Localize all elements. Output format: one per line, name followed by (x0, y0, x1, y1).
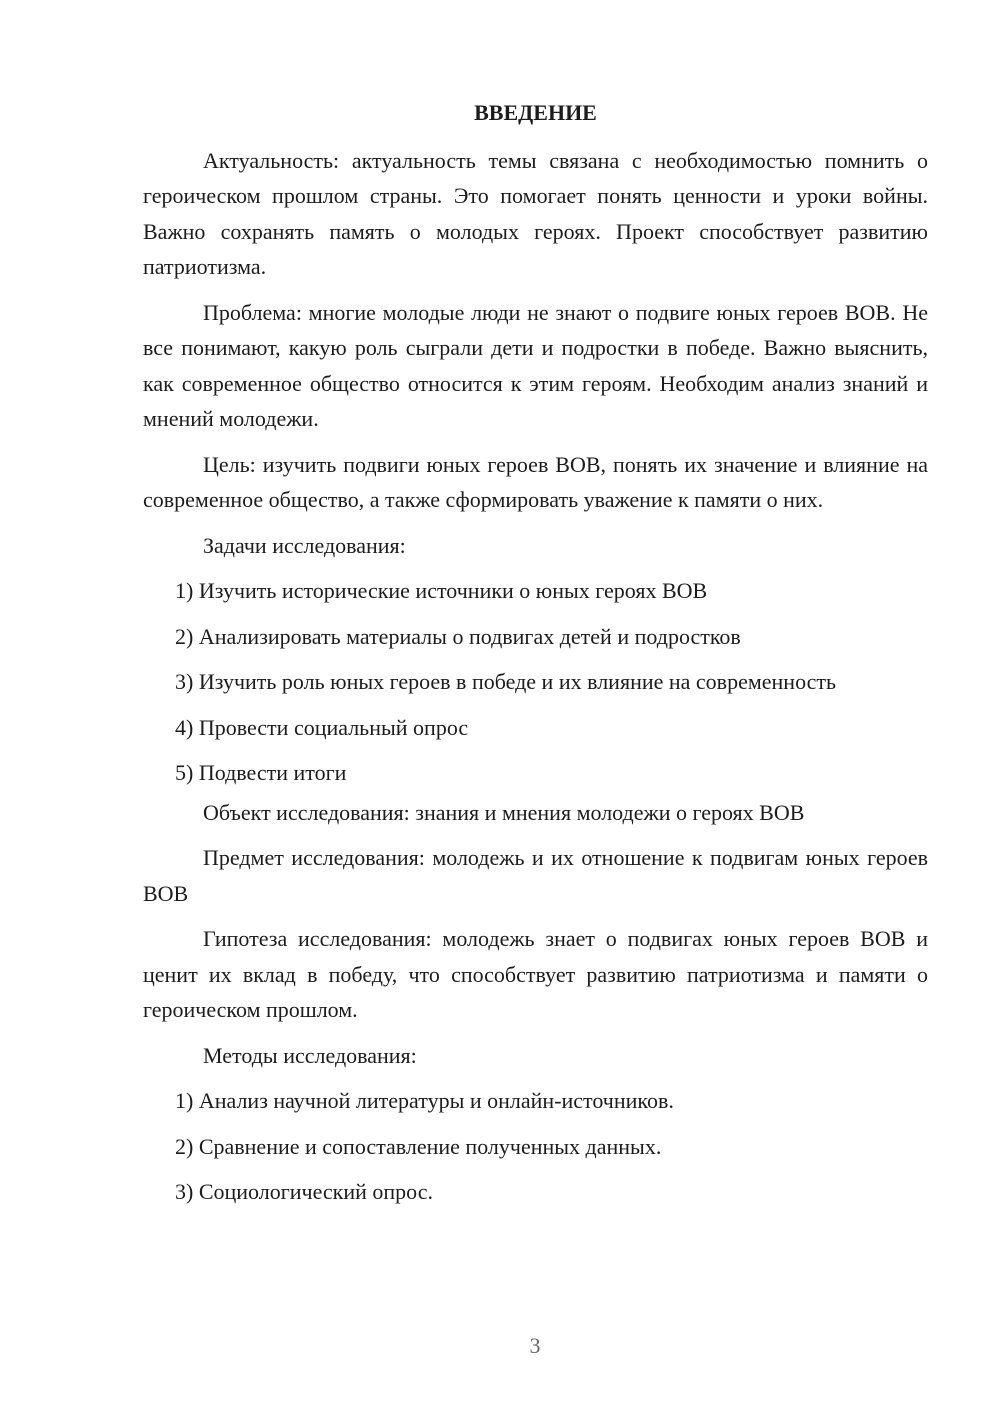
problem-paragraph: Проблема: многие молодые люди не знают о подвиге юных героев ВОВ. Не все понимают, какую роль сыграли дети и подростки в победе. Важно выяснить, как современное общество относится к этим героям. Необходим анализ знаний и мнений молодежи. (143, 299, 928, 431)
page-title: ВВЕДЕНИЕ (474, 100, 597, 125)
page-number: 3 (529, 1333, 541, 1358)
task-item: 5) Подвести итоги (175, 760, 347, 785)
subject-paragraph: Предмет исследования: молодежь и их отношение к подвигам юных героев ВОВ (143, 845, 928, 906)
task-item: 3) Изучить роль юных героев в победе и их влияние на современность (175, 669, 837, 694)
tasks-heading: Задачи исследования: (203, 532, 406, 558)
method-item: 1) Анализ научной литературы и онлайн-источников. (175, 1088, 674, 1113)
hypothesis-paragraph: Гипотеза исследования: молодежь знает о подвигах юных героев ВОВ и ценит их вклад в победу, что способствует развитию патриотизма и памяти о героическом прошлом. (143, 926, 928, 1022)
methods-heading: Методы исследования: (203, 1042, 417, 1068)
task-item: 1) Изучить исторические источники о юных героях ВОВ (175, 578, 708, 603)
goal-paragraph: Цель: изучить подвиги юных героев ВОВ, понять их значение и влияние на современное общество, а также сформировать уважение к памяти о них. (143, 451, 928, 512)
relevance-paragraph: Актуальность: актуальность темы связана с необходимостью помнить о героическом прошлом страны. Это помогает понять ценности и уроки войны. Важно сохранять память о молодых героях. Проект способствует развитию патриотизма. (143, 147, 928, 279)
method-item: 2) Сравнение и сопоставление полученных данных. (175, 1133, 662, 1159)
task-item: 4) Провести социальный опрос (175, 714, 469, 740)
method-item: 3) Социологический опрос. (175, 1179, 433, 1204)
object-paragraph: Объект исследования: знания и мнения молодежи о героях ВОВ (203, 799, 805, 825)
document-body (143, 95, 928, 1220)
task-item: 2) Анализировать материалы о подвигах детей и подростков (175, 623, 741, 649)
